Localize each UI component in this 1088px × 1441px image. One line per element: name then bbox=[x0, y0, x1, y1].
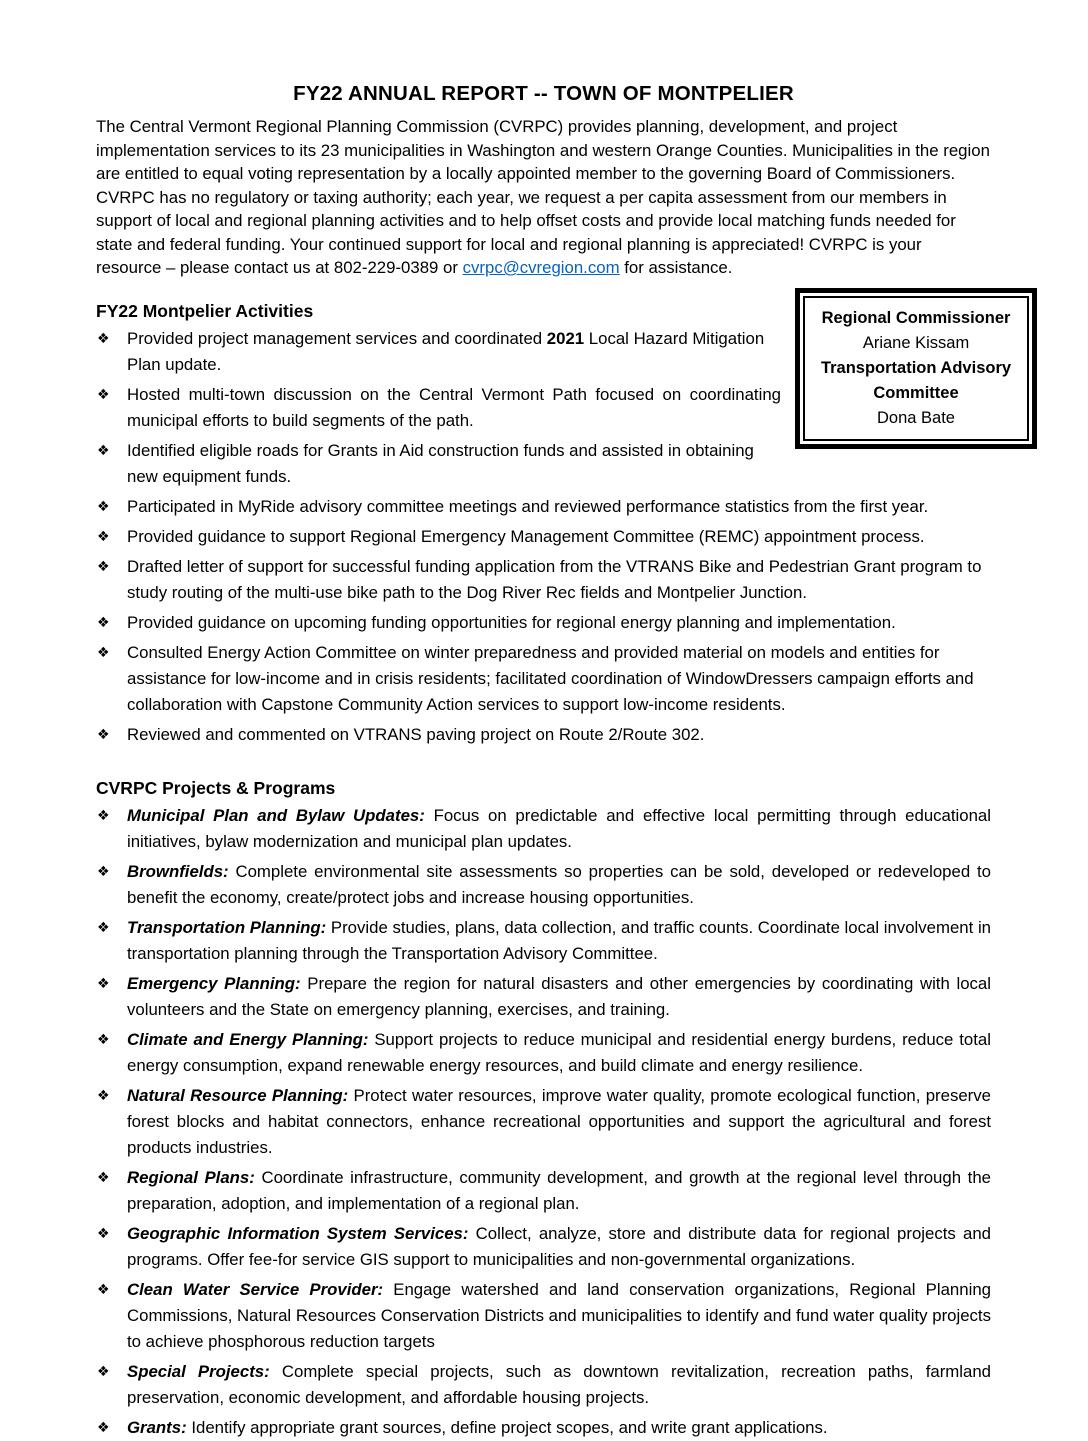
list-item bbox=[96, 1083, 991, 1161]
diamond-bullet-icon: ❖ bbox=[97, 330, 110, 347]
diamond-bullet-icon: ❖ bbox=[97, 863, 110, 880]
diamond-bullet-icon: ❖ bbox=[97, 1031, 110, 1048]
text-segment: Identified eligible roads for Grants in Aid construction funds and assisted in obtaining new equipment funds. bbox=[127, 440, 754, 486]
diamond-bullet-icon: ❖ bbox=[97, 528, 110, 545]
diamond-bullet-icon: ❖ bbox=[97, 558, 110, 575]
text-segment: Grants: bbox=[127, 1417, 187, 1437]
diamond-bullet-icon: ❖ bbox=[97, 1087, 110, 1104]
text-segment: Transportation Planning: bbox=[127, 917, 327, 937]
text-segment: Focus on predictable and effective local permitting through educational initiatives, bylaw modernization and municipal plan updates. bbox=[127, 805, 991, 851]
diamond-bullet-icon: ❖ bbox=[97, 1281, 110, 1298]
list-item bbox=[96, 1027, 991, 1079]
list-item bbox=[96, 524, 991, 550]
list-item bbox=[96, 1359, 991, 1411]
list-item bbox=[96, 803, 991, 855]
text-segment: Local Hazard Mitigation Plan update. bbox=[127, 328, 765, 374]
projects-heading: CVRPC Projects & Programs bbox=[96, 777, 336, 798]
diamond-bullet-icon: ❖ bbox=[97, 498, 110, 515]
text-segment: Regional Plans: bbox=[127, 1167, 255, 1187]
text-segment: Complete special projects, such as downtown revitalization, recreation paths, farmland preservation, economic development, and affordable housing projects. bbox=[127, 1361, 991, 1407]
list-item bbox=[96, 640, 991, 718]
list-item bbox=[96, 326, 991, 378]
commissioner-box-line: Dona Bate bbox=[877, 408, 955, 427]
text-segment: 2021 bbox=[546, 328, 585, 348]
intro-text-after-link: for assistance. bbox=[619, 258, 733, 277]
text-segment: Natural Resource Planning: bbox=[127, 1085, 349, 1105]
text-segment: Reviewed and commented on VTRANS paving project on Route 2/Route 302. bbox=[127, 724, 705, 744]
commissioner-box-line: Transportation Advisory Committee bbox=[820, 358, 1012, 402]
list-item bbox=[96, 971, 991, 1023]
commissioner-box-line: Regional Commissioner bbox=[821, 308, 1011, 327]
activities-list bbox=[96, 326, 991, 748]
diamond-bullet-icon: ❖ bbox=[97, 1419, 110, 1436]
intro-paragraph bbox=[96, 115, 991, 280]
list-item bbox=[96, 722, 991, 748]
text-segment: Hosted multi-town discussion on the Central Vermont Path focused on coordinating municipal efforts to build segments of the path. bbox=[127, 384, 781, 430]
list-item bbox=[96, 494, 991, 520]
text-segment: Coordinate infrastructure, community development, and growth at the regional level through the preparation, adoption, and implementation of a regional plan. bbox=[127, 1167, 991, 1213]
text-segment: Brownfields: bbox=[127, 861, 229, 881]
diamond-bullet-icon: ❖ bbox=[97, 386, 110, 403]
diamond-bullet-icon: ❖ bbox=[97, 975, 110, 992]
text-segment: Engage watershed and land conservation organizations, Regional Planning Commissions, Natural Resources Conservation Districts and municipalities to identify and fund water quality projects to achieve phosphorous reduction targets bbox=[127, 1279, 991, 1351]
list-item bbox=[96, 1221, 991, 1273]
activities-heading: FY22 Montpelier Activities bbox=[96, 300, 314, 321]
list-item bbox=[96, 382, 991, 434]
text-segment: Complete environmental site assessments so properties can be sold, developed or redeveloped to benefit the economy, create/protect jobs and increase housing opportunities. bbox=[127, 861, 991, 907]
diamond-bullet-icon: ❖ bbox=[97, 1169, 110, 1186]
list-item bbox=[96, 1165, 991, 1217]
text-segment: Geographic Information System Services: bbox=[127, 1223, 469, 1243]
commissioner-box-line: Ariane Kissam bbox=[862, 333, 970, 352]
diamond-bullet-icon: ❖ bbox=[97, 919, 110, 936]
list-item bbox=[96, 915, 991, 967]
diamond-bullet-icon: ❖ bbox=[97, 1225, 110, 1242]
diamond-bullet-icon: ❖ bbox=[97, 726, 110, 743]
list-item bbox=[96, 554, 991, 606]
list-item bbox=[96, 1415, 991, 1441]
text-segment: Special Projects: bbox=[127, 1361, 270, 1381]
text-segment: Municipal Plan and Bylaw Updates: bbox=[127, 805, 425, 825]
text-segment: Provided project management services and coordinated bbox=[127, 328, 547, 348]
diamond-bullet-icon: ❖ bbox=[97, 807, 110, 824]
intro-text-before-link: The Central Vermont Regional Planning Commission (CVRPC) provides planning, development, and project implementation services to its 23 municipalities in Washington and western Orange Counties. Municipalities in the region are entitled to equal voting representation by a locally appointed member to the governing Board of Commissioners. CVRPC has no regulatory or taxing authority; each year, we request a per capita assessment from our members in support of local and regional planning activities and to help offset costs and provide local matching funds needed for state and federal funding. Your continued support for local and regional planning is appreciated! CVRPC is your resource – please contact us at 802-229-0389 or bbox=[96, 117, 990, 277]
text-segment: Participated in MyRide advisory committee meetings and reviewed performance statistics from the first year. bbox=[127, 496, 929, 516]
text-segment: Protect water resources, improve water quality, promote ecological function, preserve forest blocks and habitat connectors, enhance recreational opportunities and support the agricultural and forest products industries. bbox=[127, 1085, 991, 1157]
text-segment: Climate and Energy Planning: bbox=[127, 1029, 369, 1049]
text-segment: Clean Water Service Provider: bbox=[127, 1279, 384, 1299]
list-item bbox=[96, 438, 991, 490]
text-segment: Emergency Planning: bbox=[127, 973, 301, 993]
diamond-bullet-icon: ❖ bbox=[97, 614, 110, 631]
text-segment: Identify appropriate grant sources, define project scopes, and write grant applications. bbox=[186, 1417, 828, 1437]
projects-list bbox=[96, 803, 991, 1441]
text-segment: Provided guidance on upcoming funding opportunities for regional energy planning and implementation. bbox=[127, 612, 896, 632]
text-segment: Provide studies, plans, data collection, and traffic counts. Coordinate local involvement in transportation planning through the Transportation Advisory Committee. bbox=[127, 917, 992, 963]
text-segment: Support projects to reduce municipal and residential energy burdens, reduce total energy consumption, expand renewable energy resources, and build climate and energy resilience. bbox=[127, 1029, 991, 1075]
email-link[interactable]: cvrpc@cvregion.com bbox=[462, 258, 620, 277]
text-segment: Prepare the region for natural disasters and other emergencies by coordinating with local volunteers and the State on emergency planning, exercises, and training. bbox=[127, 973, 991, 1019]
list-item bbox=[96, 859, 991, 911]
diamond-bullet-icon: ❖ bbox=[97, 1363, 110, 1380]
diamond-bullet-icon: ❖ bbox=[97, 644, 110, 661]
list-item bbox=[96, 1277, 991, 1355]
text-segment: Collect, analyze, store and distribute data for regional projects and programs. Offer fee-for service GIS support to municipalities and non-governmental organizations. bbox=[127, 1223, 991, 1269]
text-segment: Provided guidance to support Regional Emergency Management Committee (REMC) appointment process. bbox=[127, 526, 925, 546]
diamond-bullet-icon: ❖ bbox=[97, 442, 110, 459]
list-item bbox=[96, 610, 991, 636]
page-title: FY22 ANNUAL REPORT -- TOWN OF MONTPELIER bbox=[293, 82, 794, 105]
text-segment: Consulted Energy Action Committee on winter preparedness and provided material on models and entities for assistance for low-income and in crisis residents; facilitated coordination of WindowDressers campaign efforts and collaboration with Capstone Community Action services to support low-income residents. bbox=[127, 642, 974, 714]
text-segment: Drafted letter of support for successful funding application from the VTRANS Bike and Pedestrian Grant program to study routing of the multi-use bike path to the Dog River Rec fields and Montpelier Junction. bbox=[127, 556, 982, 602]
